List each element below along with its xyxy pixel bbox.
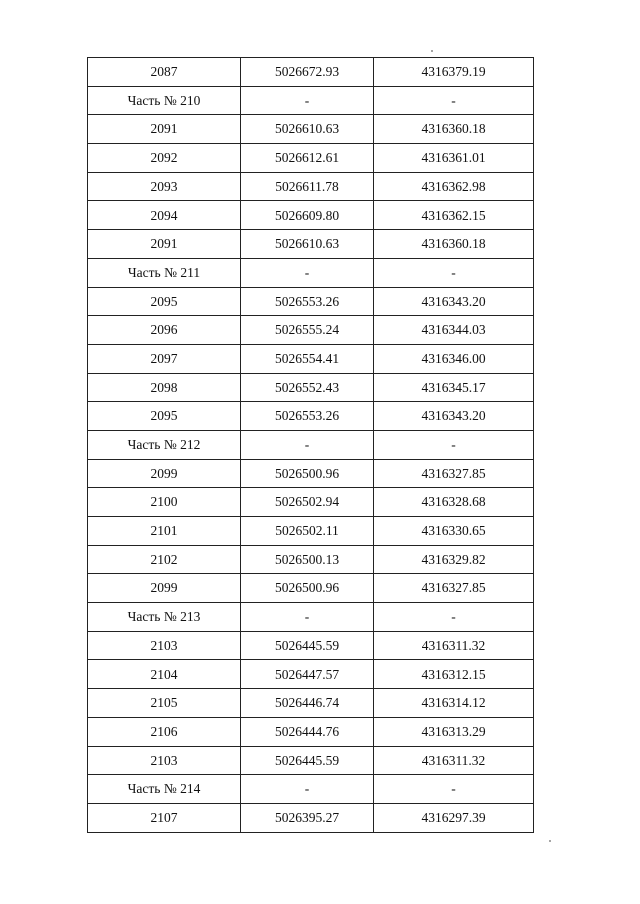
point-number-cell: 2096 xyxy=(88,316,241,345)
table-row xyxy=(88,373,534,402)
x-coordinate-cell: - xyxy=(241,603,374,632)
y-coordinate-cell: 4316313.29 xyxy=(374,717,534,746)
point-number-cell: 2099 xyxy=(88,459,241,488)
x-coordinate-cell: 5026444.76 xyxy=(241,717,374,746)
x-coordinate-cell: 5026610.63 xyxy=(241,115,374,144)
y-coordinate-cell: 4316327.85 xyxy=(374,574,534,603)
x-coordinate-cell: 5026502.94 xyxy=(241,488,374,517)
table-row xyxy=(88,459,534,488)
x-coordinate-cell: 5026553.26 xyxy=(241,402,374,431)
x-coordinate-cell: 5026554.41 xyxy=(241,344,374,373)
table-row xyxy=(88,230,534,259)
point-number-cell: 2091 xyxy=(88,115,241,144)
point-number-cell: 2092 xyxy=(88,144,241,173)
x-coordinate-cell: 5026500.13 xyxy=(241,545,374,574)
x-coordinate-cell: 5026552.43 xyxy=(241,373,374,402)
x-coordinate-cell: 5026672.93 xyxy=(241,58,374,87)
x-coordinate-cell: 5026610.63 xyxy=(241,230,374,259)
y-coordinate-cell: 4316311.32 xyxy=(374,631,534,660)
y-coordinate-cell: 4316330.65 xyxy=(374,517,534,546)
part-header-row xyxy=(88,603,534,632)
table-row xyxy=(88,115,534,144)
point-number-cell: 2103 xyxy=(88,746,241,775)
table-row xyxy=(88,545,534,574)
table-row xyxy=(88,344,534,373)
y-coordinate-cell: 4316360.18 xyxy=(374,230,534,259)
x-coordinate-cell: 5026502.11 xyxy=(241,517,374,546)
scan-speck xyxy=(549,840,551,842)
coordinates-table xyxy=(87,57,534,833)
x-coordinate-cell: - xyxy=(241,430,374,459)
y-coordinate-cell: 4316312.15 xyxy=(374,660,534,689)
table-row xyxy=(88,803,534,832)
point-number-cell: 2091 xyxy=(88,230,241,259)
y-coordinate-cell: 4316346.00 xyxy=(374,344,534,373)
part-header-row xyxy=(88,258,534,287)
point-number-cell: 2102 xyxy=(88,545,241,574)
x-coordinate-cell: - xyxy=(241,258,374,287)
coordinates-table-body xyxy=(88,58,534,833)
table-row xyxy=(88,517,534,546)
point-number-cell: 2106 xyxy=(88,717,241,746)
x-coordinate-cell: 5026553.26 xyxy=(241,287,374,316)
part-label-cell: Часть № 213 xyxy=(88,603,241,632)
x-coordinate-cell: 5026612.61 xyxy=(241,144,374,173)
part-header-row xyxy=(88,86,534,115)
point-number-cell: 2097 xyxy=(88,344,241,373)
point-number-cell: 2105 xyxy=(88,689,241,718)
table-row xyxy=(88,660,534,689)
table-row xyxy=(88,58,534,87)
x-coordinate-cell: 5026445.59 xyxy=(241,746,374,775)
table-row xyxy=(88,144,534,173)
point-number-cell: 2095 xyxy=(88,402,241,431)
table-row xyxy=(88,746,534,775)
x-coordinate-cell: 5026395.27 xyxy=(241,803,374,832)
x-coordinate-cell: 5026500.96 xyxy=(241,574,374,603)
point-number-cell: 2100 xyxy=(88,488,241,517)
point-number-cell: 2095 xyxy=(88,287,241,316)
table-row xyxy=(88,172,534,201)
y-coordinate-cell: - xyxy=(374,86,534,115)
y-coordinate-cell: - xyxy=(374,258,534,287)
y-coordinate-cell: 4316362.98 xyxy=(374,172,534,201)
point-number-cell: 2099 xyxy=(88,574,241,603)
x-coordinate-cell: 5026609.80 xyxy=(241,201,374,230)
x-coordinate-cell: 5026445.59 xyxy=(241,631,374,660)
point-number-cell: 2093 xyxy=(88,172,241,201)
y-coordinate-cell: 4316329.82 xyxy=(374,545,534,574)
point-number-cell: 2107 xyxy=(88,803,241,832)
y-coordinate-cell: 4316297.39 xyxy=(374,803,534,832)
x-coordinate-cell: 5026446.74 xyxy=(241,689,374,718)
point-number-cell: 2103 xyxy=(88,631,241,660)
table-row xyxy=(88,717,534,746)
part-label-cell: Часть № 211 xyxy=(88,258,241,287)
y-coordinate-cell: 4316361.01 xyxy=(374,144,534,173)
part-label-cell: Часть № 210 xyxy=(88,86,241,115)
y-coordinate-cell: 4316311.32 xyxy=(374,746,534,775)
y-coordinate-cell: - xyxy=(374,775,534,804)
x-coordinate-cell: 5026611.78 xyxy=(241,172,374,201)
x-coordinate-cell: 5026500.96 xyxy=(241,459,374,488)
table-row xyxy=(88,316,534,345)
part-header-row xyxy=(88,430,534,459)
point-number-cell: 2101 xyxy=(88,517,241,546)
y-coordinate-cell: - xyxy=(374,603,534,632)
table-row xyxy=(88,574,534,603)
point-number-cell: 2104 xyxy=(88,660,241,689)
table-row xyxy=(88,287,534,316)
point-number-cell: 2087 xyxy=(88,58,241,87)
scan-speck xyxy=(431,50,433,52)
table-row xyxy=(88,488,534,517)
y-coordinate-cell: - xyxy=(374,430,534,459)
table-row xyxy=(88,631,534,660)
y-coordinate-cell: 4316362.15 xyxy=(374,201,534,230)
y-coordinate-cell: 4316314.12 xyxy=(374,689,534,718)
part-label-cell: Часть № 214 xyxy=(88,775,241,804)
y-coordinate-cell: 4316379.19 xyxy=(374,58,534,87)
x-coordinate-cell: - xyxy=(241,86,374,115)
table-row xyxy=(88,402,534,431)
point-number-cell: 2098 xyxy=(88,373,241,402)
part-label-cell: Часть № 212 xyxy=(88,430,241,459)
table-row xyxy=(88,201,534,230)
point-number-cell: 2094 xyxy=(88,201,241,230)
y-coordinate-cell: 4316345.17 xyxy=(374,373,534,402)
x-coordinate-cell: 5026447.57 xyxy=(241,660,374,689)
y-coordinate-cell: 4316344.03 xyxy=(374,316,534,345)
y-coordinate-cell: 4316327.85 xyxy=(374,459,534,488)
table-row xyxy=(88,689,534,718)
x-coordinate-cell: 5026555.24 xyxy=(241,316,374,345)
y-coordinate-cell: 4316360.18 xyxy=(374,115,534,144)
y-coordinate-cell: 4316343.20 xyxy=(374,402,534,431)
y-coordinate-cell: 4316343.20 xyxy=(374,287,534,316)
y-coordinate-cell: 4316328.68 xyxy=(374,488,534,517)
x-coordinate-cell: - xyxy=(241,775,374,804)
part-header-row xyxy=(88,775,534,804)
